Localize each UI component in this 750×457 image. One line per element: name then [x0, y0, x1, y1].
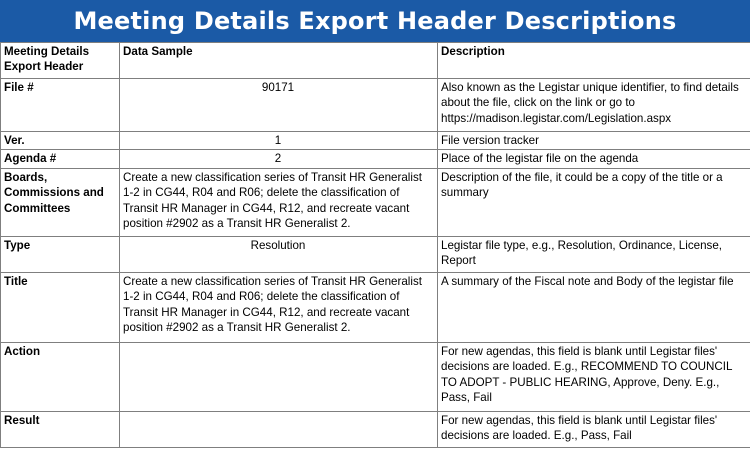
table-row — [1, 342, 750, 411]
table-row — [1, 411, 750, 447]
row-description-action: For new agendas, this field is blank until Legistar files' decisions are loaded. E.g., RECOMMEND TO COUNCIL TO ADOPT - PUBLIC HEARING, Approve, Deny. E.g., Pass, Fail — [438, 342, 750, 411]
row-header-type: Type — [1, 236, 120, 272]
row-description-title: A summary of the Fiscal note and Body of the legistar file — [438, 272, 750, 342]
row-sample-result — [120, 411, 438, 447]
table-row — [1, 272, 750, 342]
row-sample-version: 1 — [120, 132, 438, 150]
row-header-result: Result — [1, 411, 120, 447]
column-header-description: Description — [438, 43, 750, 79]
table-row — [1, 236, 750, 272]
export-header-table — [0, 42, 750, 448]
row-sample-boards: Create a new classification series of Transit HR Generalist 1-2 in CG44, R04 and R06; delete the classification of Transit HR Manager in CG44, R12, and recreate vacant position #2902 as a Transit HR Generalist 2. — [120, 168, 438, 236]
page-title: Meeting Details Export Header Descriptions — [0, 0, 750, 42]
row-description-agenda-number: Place of the legistar file on the agenda — [438, 150, 750, 168]
table-row — [1, 79, 750, 132]
row-header-file-number: File # — [1, 79, 120, 132]
row-sample-title: Create a new classification series of Transit HR Generalist 1-2 in CG44, R04 and R06; delete the classification of Transit HR Manager in CG44, R12, and recreate vacant position #2902 as a Transit HR Generalist 2. — [120, 272, 438, 342]
row-header-boards: Boards, Commissions and Committees — [1, 168, 120, 236]
table-header-row — [1, 43, 750, 79]
row-description-type: Legistar file type, e.g., Resolution, Ordinance, License, Report — [438, 236, 750, 272]
row-sample-type: Resolution — [120, 236, 438, 272]
row-description-result: For new agendas, this field is blank until Legistar files' decisions are loaded. E.g., Pass, Fail — [438, 411, 750, 447]
table-row — [1, 150, 750, 168]
row-header-action: Action — [1, 342, 120, 411]
table-row — [1, 168, 750, 236]
column-header-export-header: Meeting Details Export Header — [1, 43, 120, 79]
row-description-boards: Description of the file, it could be a copy of the title or a summary — [438, 168, 750, 236]
column-header-data-sample: Data Sample — [120, 43, 438, 79]
row-header-title: Title — [1, 272, 120, 342]
row-header-agenda-number: Agenda # — [1, 150, 120, 168]
row-description-version: File version tracker — [438, 132, 750, 150]
row-description-file-number: Also known as the Legistar unique identifier, to find details about the file, click on the link or go to https://madison.legistar.com/Legislation.aspx — [438, 79, 750, 132]
row-sample-file-number: 90171 — [120, 79, 438, 132]
row-sample-agenda-number: 2 — [120, 150, 438, 168]
table-row — [1, 132, 750, 150]
row-header-version: Ver. — [1, 132, 120, 150]
row-sample-action — [120, 342, 438, 411]
